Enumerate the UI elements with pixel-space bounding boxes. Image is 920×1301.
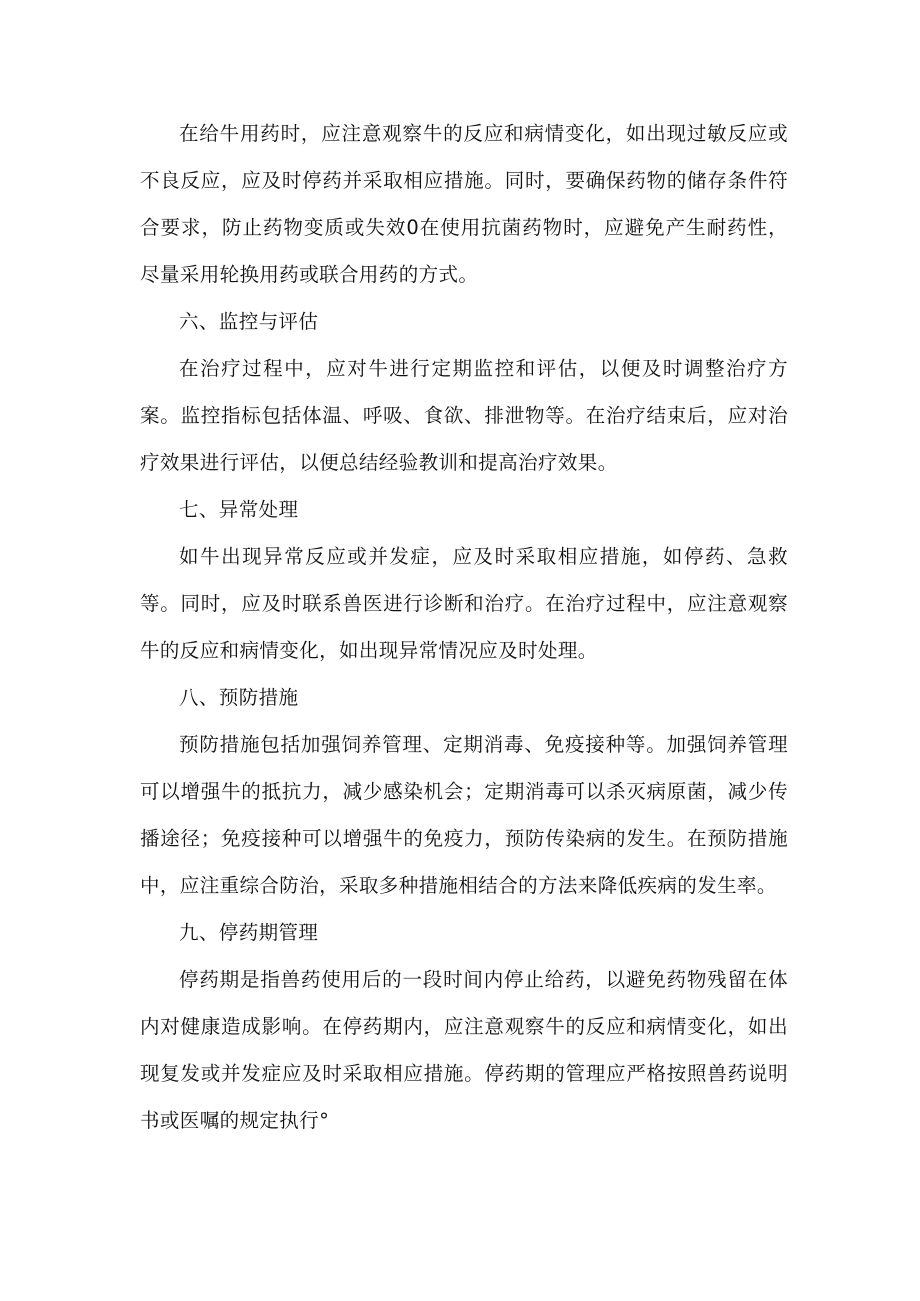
paragraph-abnormal-handling: 如牛出现异常反应或并发症，应及时采取相应措施，如停药、急救等。同时，应及时联系兽医进行诊断和治疗。在治疗过程中，应注意观察牛的反应和病情变化，如出现异常情况应及时处理。 xyxy=(140,545,788,662)
heading-withdrawal-period: 九、停药期管理 xyxy=(179,921,319,944)
heading-monitoring-evaluation: 六、监控与评估 xyxy=(179,310,319,333)
paragraph-medication-caution: 在给牛用药时，应注意观察牛的反应和病情变化，如出现过敏反应或不良反应，应及时停药并采取相应措施。同时，要确保药物的储存条件符合要求，防止药物变质或失效0在使用抗菌药物时，应避免产生耐药性，尽量采用轮换用药或联合用药的方式。 xyxy=(140,122,788,286)
paragraph-withdrawal-period: 停药期是指兽药使用后的一段时间内停止给药，以避免药物残留在体内对健康造成影响。在停药期内，应注意观察牛的反应和病情变化，如出现复发或并发症应及时采取相应措施。停药期的管理应严格按照兽药说明书或医嘱的规定执行° xyxy=(140,968,788,1132)
document-body xyxy=(140,110,788,1144)
paragraph-monitoring-evaluation: 在治疗过程中，应对牛进行定期监控和评估，以便及时调整治疗方案。监控指标包括体温、呼吸、食欲、排泄物等。在治疗结束后，应对治疗效果进行评估，以便总结经验教训和提高治疗效果。 xyxy=(140,357,788,474)
paragraph-prevention-measures: 预防措施包括加强饲养管理、定期消毒、免疫接种等。加强饲养管理可以增强牛的抵抗力，减少感染机会；定期消毒可以杀灭病原菌，减少传播途径；免疫接种可以增强牛的免疫力，预防传染病的发生。在预防措施中，应注重综合防治，采取多种措施相结合的方法来降低疾病的发生率。 xyxy=(140,733,788,897)
heading-abnormal-handling: 七、异常处理 xyxy=(179,498,299,521)
heading-prevention-measures: 八、预防措施 xyxy=(179,686,299,709)
